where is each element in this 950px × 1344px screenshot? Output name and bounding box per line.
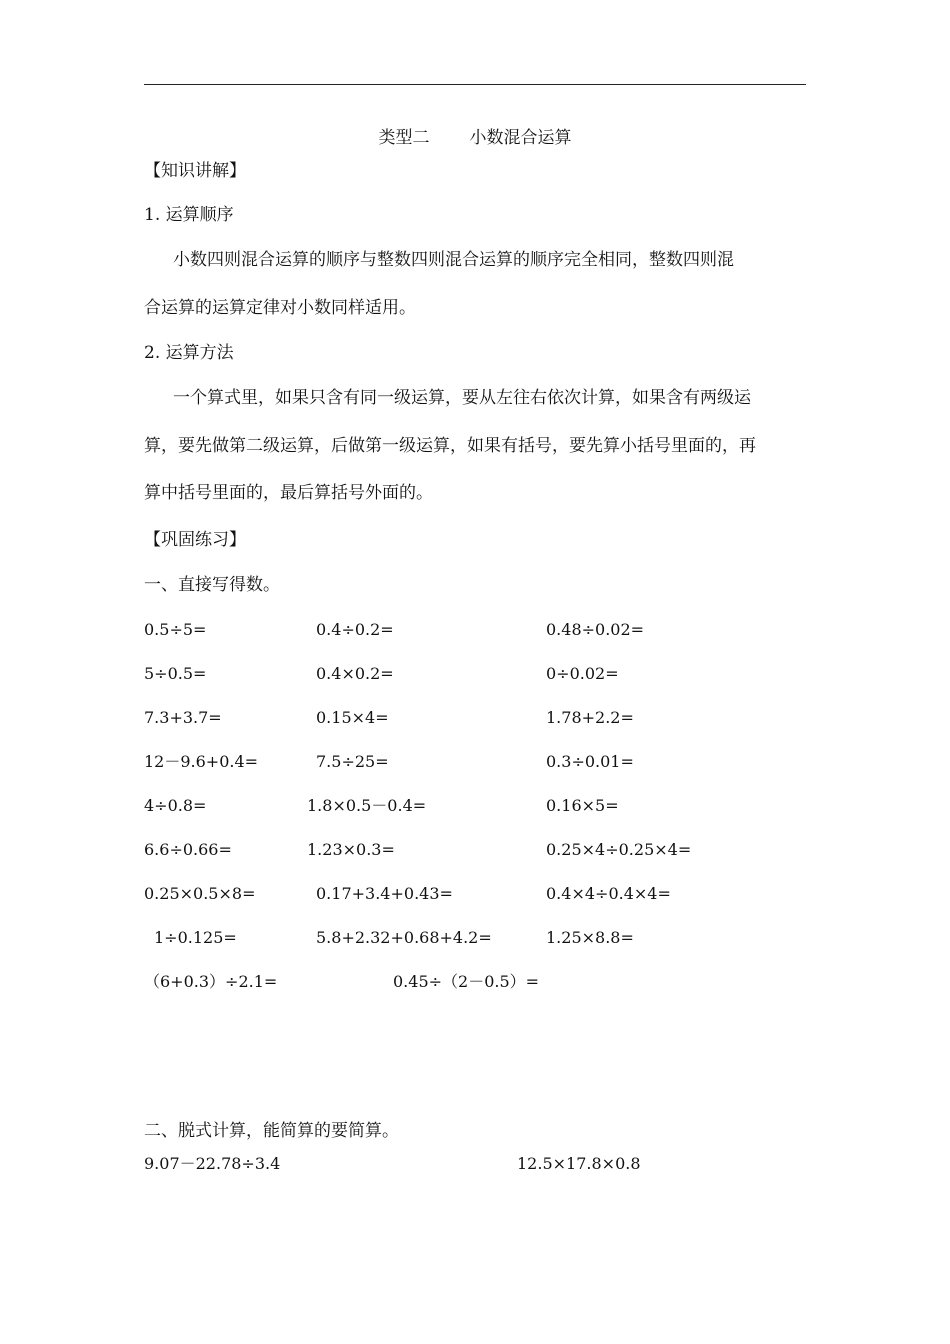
oral-problem: 1.8×0.5－0.4= — [307, 796, 427, 815]
item1-line-1: 小数四则混合运算的顺序与整数四则混合运算的顺序完全相同，整数四则混 — [173, 250, 734, 270]
oral-problem: 0÷0.02= — [546, 664, 619, 683]
oral-problem: 0.45÷（2－0.5）= — [393, 972, 540, 991]
calc-problem: 9.07－22.78÷3.4 — [144, 1154, 281, 1173]
item1-line-2: 合运算的运算定律对小数同样适用。 — [144, 298, 416, 318]
oral-problem: 1÷0.125= — [154, 928, 237, 947]
oral-problem: 5÷0.5= — [144, 664, 207, 683]
oral-problem: 0.4÷0.2= — [316, 620, 394, 639]
title-type: 类型二 — [378, 128, 430, 148]
title-topic: 小数混合运算 — [469, 128, 572, 148]
oral-problem: 4÷0.8= — [144, 796, 207, 815]
oral-problem: 5.8+2.32+0.68+4.2= — [316, 928, 492, 947]
oral-problem: 0.25×0.5×8= — [144, 884, 256, 903]
oral-problem: 0.48÷0.02= — [546, 620, 645, 639]
oral-problem: 1.78+2.2= — [546, 708, 634, 727]
part1-heading: 一、直接写得数。 — [144, 575, 280, 595]
item2-heading: 2. 运算方法 — [144, 343, 234, 363]
oral-problem: 1.25×8.8= — [546, 928, 634, 947]
section-practice-heading: 【巩固练习】 — [144, 530, 246, 550]
oral-problem: （6+0.3）÷2.1= — [144, 972, 278, 991]
oral-problem: 0.15×4= — [316, 708, 389, 727]
item2-line-3: 算中括号里面的，最后算括号外面的。 — [144, 483, 433, 503]
section-knowledge-heading: 【知识讲解】 — [144, 161, 246, 181]
item1-heading: 1. 运算顺序 — [144, 205, 234, 225]
oral-problem: 0.16×5= — [546, 796, 619, 815]
oral-problem: 6.6÷0.66= — [144, 840, 232, 859]
calc-problem: 12.5×17.8×0.8 — [517, 1154, 641, 1173]
header-rule — [144, 84, 806, 85]
oral-problem: 0.3÷0.01= — [546, 752, 634, 771]
item2-line-1: 一个算式里，如果只含有同一级运算，要从左往右依次计算，如果含有两级运 — [173, 388, 751, 408]
oral-problem: 0.4×4÷0.4×4= — [546, 884, 671, 903]
oral-problem: 1.23×0.3= — [307, 840, 395, 859]
oral-problem: 0.17+3.4+0.43= — [316, 884, 453, 903]
oral-problem: 0.5÷5= — [144, 620, 207, 639]
oral-problem: 0.25×4÷0.25×4= — [546, 840, 692, 859]
oral-problem: 0.4×0.2= — [316, 664, 394, 683]
item2-line-2: 算，要先做第二级运算，后做第一级运算，如果有括号，要先算小括号里面的，再 — [144, 436, 756, 456]
oral-problem: 12－9.6+0.4= — [144, 752, 259, 771]
part2-heading: 二、脱式计算，能简算的要简算。 — [144, 1121, 399, 1141]
oral-problem: 7.5÷25= — [316, 752, 389, 771]
oral-problem: 7.3+3.7= — [144, 708, 222, 727]
page-title — [0, 128, 950, 148]
